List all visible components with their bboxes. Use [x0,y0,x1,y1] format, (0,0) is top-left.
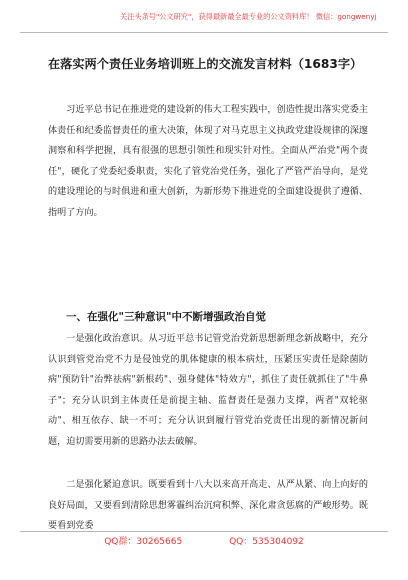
footer-divider [20,531,388,532]
header-promo-text: 关注头条号"公文研究"，获得最新最全最专业的公文资料库！ 微信：gongwenyj [120,12,377,21]
footer-qq-group: QQ群：30265665 [104,537,183,547]
paragraph-political-awareness: 一是强化政治意识。从习近平总书记管党治党新思想新理念新战略中，充分认识到管党治党不力是侵蚀党的肌体健康的根本病灶，压紧压实责任是除菌防病"预防针"治弊祛病"新根药"、强身健体"特效方"，抓住了责任就抓住了"牛鼻子"；充分认识到主体责任是前提主轴、监督责任是强力支撑，两者"双轮驱动"、相互依存、缺一不可；充分认识到履行管党治党责任出现的新情况新问题，迫切需要用新的思路办法去破解。 [48,334,368,447]
document-title: 在落实两个责任业务培训班上的交流发言材料（1683字） [48,57,363,71]
header-divider [20,32,388,33]
section-heading-1: 一、在强化"三种意识"中不断增强政治自觉 [66,311,266,323]
footer [0,534,408,547]
footer-qq: QQ：535304092 [229,537,304,547]
paragraph-intro: 习近平总书记在推进党的建设新的伟大工程实践中，创造性提出落实党委主体责任和纪委监督责任的重大决策，体现了对马克思主义执政党建设规律的深邃洞察和科学把握，具有很强的思想引领性和现实针对性。全面从严治党"两个责任"，硬化了党委纪委职责，实化了管党治党任务，强化了严管严治导向，是党的建设理论的与时俱进和重大创新，为新形势下推进党的全面建设提供了遵循、指明了方向。 [48,105,368,218]
paragraph-urgency-awareness: 二是强化紧迫意识。既要看到十八大以来高开高走、从严从紧、向上向好的良好局面，又要看到清除思想雾霾纠治沉疴积弊、深化肃贪惩腐的严峻形势。既要看到党委 [48,480,368,531]
